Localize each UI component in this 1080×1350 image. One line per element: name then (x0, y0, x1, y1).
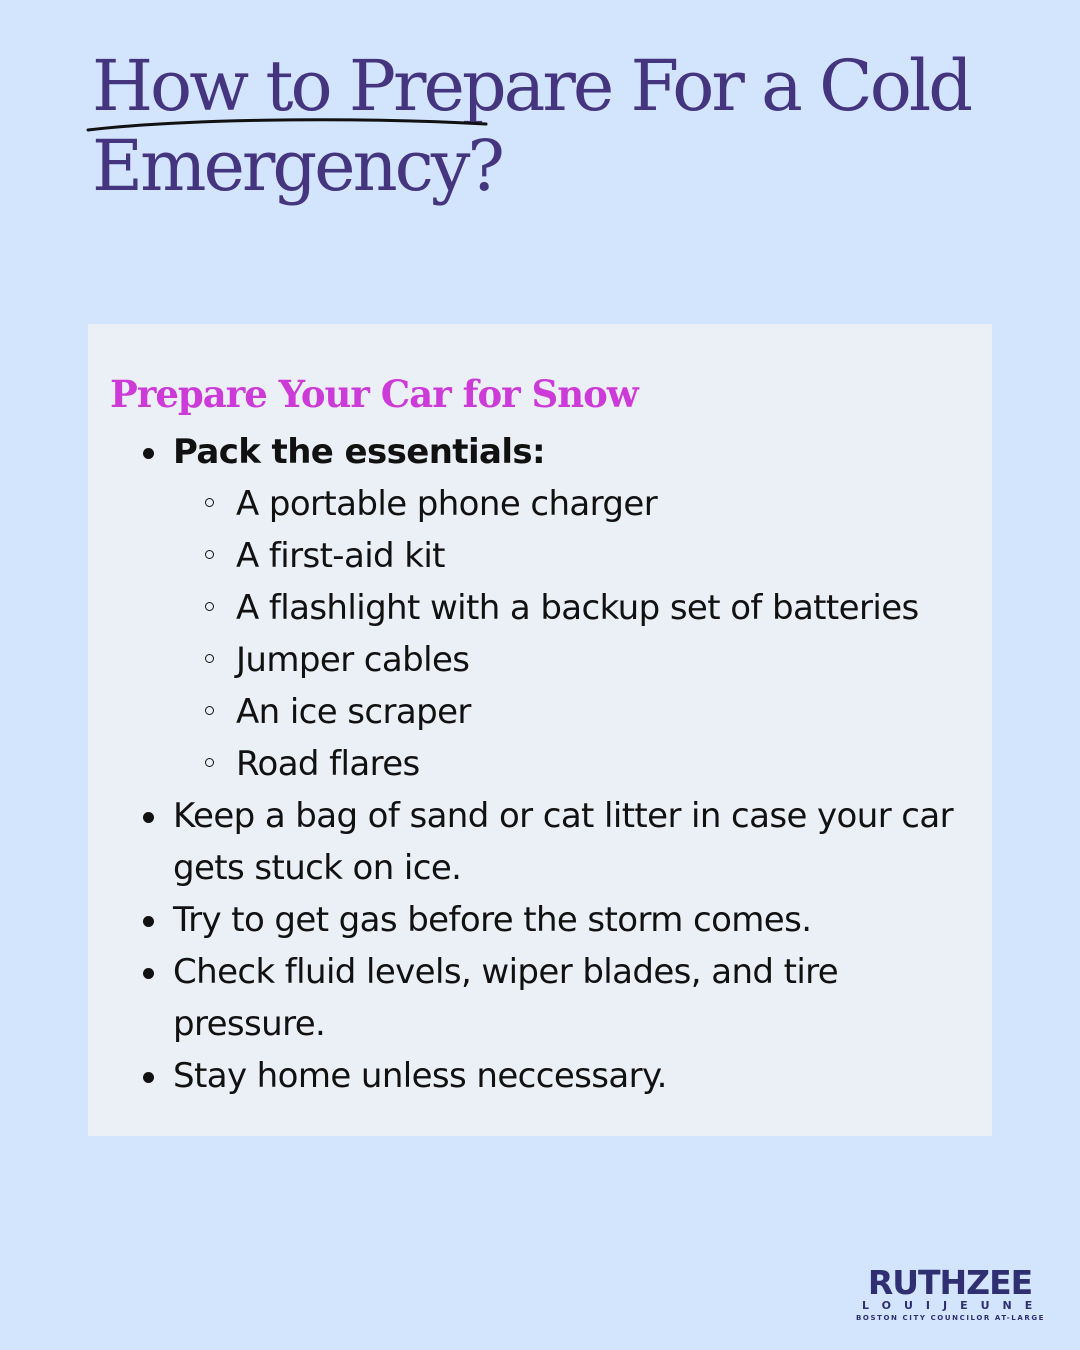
tips-list (173, 426, 963, 1102)
logo-tagline: BOSTON CITY COUNCILOR AT-LARGE (856, 1314, 1046, 1322)
list-item: A portable phone charger (236, 478, 963, 530)
list-item: Try to get gas before the storm comes. (173, 894, 963, 946)
logo-surname: LOUIJEUNE (862, 1299, 1046, 1312)
list-item (173, 426, 963, 790)
list-item: A first-aid kit (236, 530, 963, 582)
list-item: Stay home unless neccessary. (173, 1050, 963, 1102)
list-item: Road flares (236, 738, 963, 790)
list-item: A flashlight with a backup set of batteries (236, 582, 963, 634)
page-title: How to Prepare For a Cold Emergency? (92, 45, 971, 207)
logo-wordmark (856, 1263, 1044, 1302)
essentials-label: Pack the essentials: (173, 432, 546, 472)
list-item: Jumper cables (236, 634, 963, 686)
content-card (88, 324, 992, 1136)
logo-name: RUTHZEE (867, 1263, 1033, 1302)
essentials-list (173, 478, 963, 790)
title-underline (84, 112, 494, 136)
list-item: An ice scraper (236, 686, 963, 738)
list-item: Keep a bag of sand or cat litter in case your car gets stuck on ice. (173, 790, 963, 894)
list-item: Check fluid levels, wiper blades, and tire pressure. (173, 946, 963, 1050)
section-heading: Prepare Your Car for Snow (110, 372, 638, 416)
logo (856, 1263, 1046, 1323)
